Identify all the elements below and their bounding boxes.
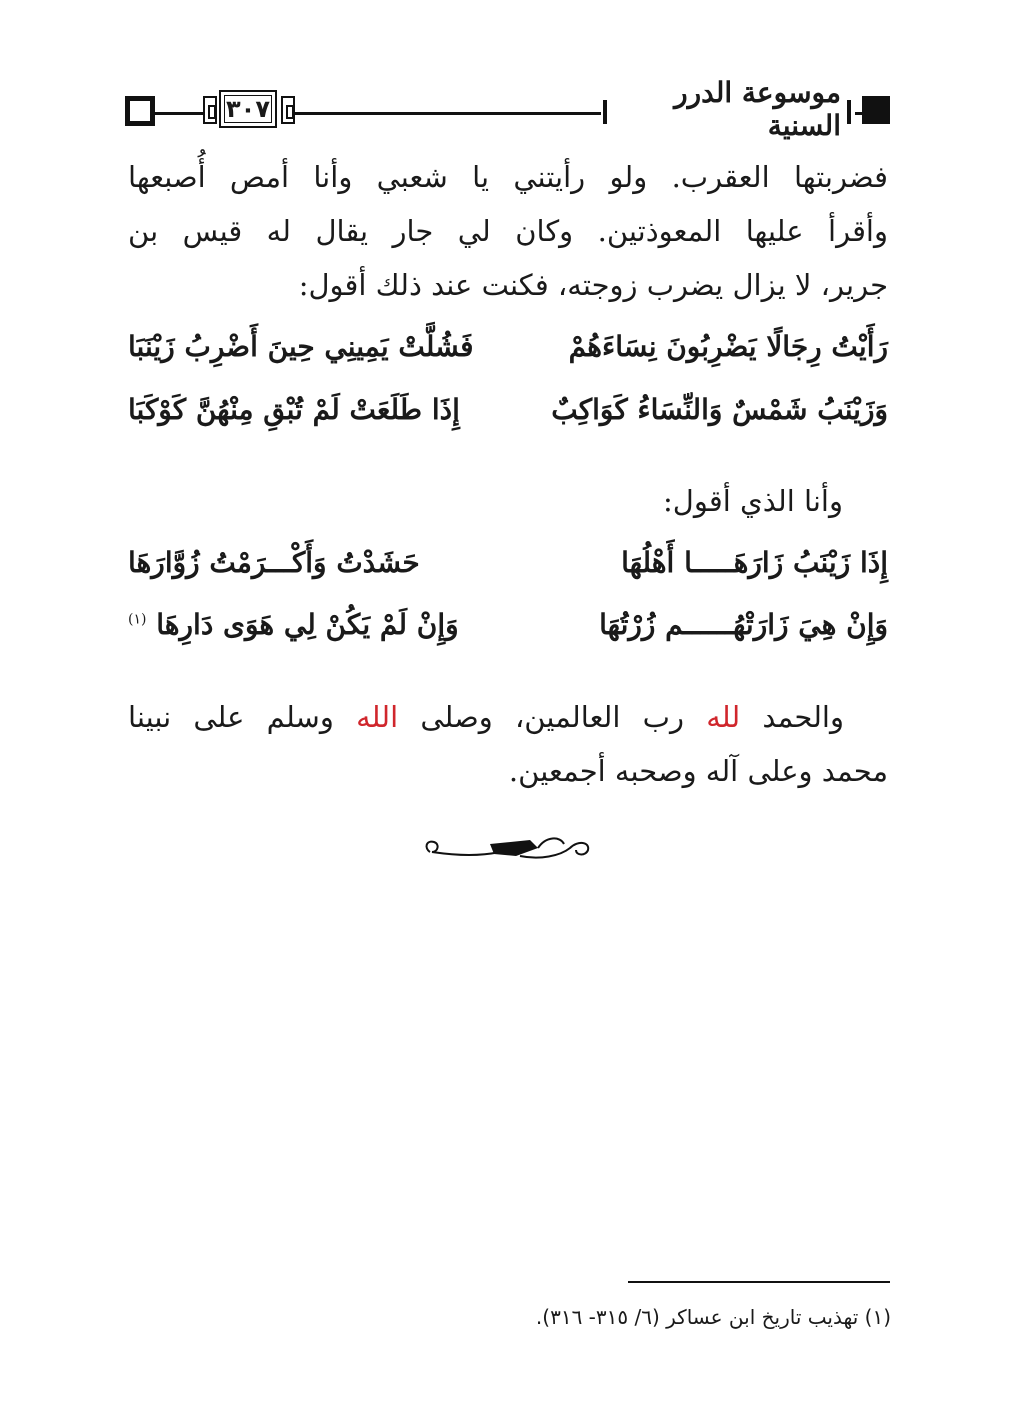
text-line: والحمد لله رب العالمين، وصلى الله وسلم على نبينا (128, 700, 844, 734)
poem-intro-line: وأنا الذي أقول: (663, 484, 843, 518)
poem-verse (128, 608, 888, 662)
verse-second-hemistich: إِذَا طَلَعَتْ لَمْ تُبْقِ مِنْهُنَّ كَوْكَبَا (128, 393, 460, 426)
verse-first-hemistich: وَزَيْنَبُ شَمْسٌ وَالنِّسَاءُ كَوَاكِبٌ (551, 393, 888, 426)
verse-first-hemistich: وَإِنْ هِيَ زَارَتْهُــــــم زُرْتُهَا (599, 608, 888, 641)
paragraph-closing (128, 690, 888, 798)
footnote-text: (١) تهذيب تاريخ ابن عساكر (٦/ ٣١٥- ٣١٦). (535, 1305, 891, 1329)
verse-second-hemistich: فَشُلَّتْ يَمِينِي حِينَ أَضْرِبُ زَيْنَبَا (128, 330, 474, 363)
verse-second-hemistich: حَشَدْتُ وَأَكْـــرَمْتُ زُوَّارَهَا (128, 546, 420, 579)
poem-verse (128, 330, 888, 384)
page-number: ٣٠٧ (226, 95, 270, 123)
poem-verse (128, 546, 888, 600)
verse-first-hemistich: رَأَيْتُ رِجَالًا يَضْرِبُونَ نِسَاءَهُمْ (568, 330, 888, 363)
footnote-rule (628, 1281, 890, 1283)
text-line: جرير، لا يزال يضرب زوجته، فكنت عند ذلك أقول: (298, 268, 888, 302)
title-bar-right (847, 100, 851, 124)
poem-verse (128, 393, 888, 447)
knot-ornament-left (203, 96, 217, 124)
verse-first-hemistich: إِذَا زَيْنَبُ زَارَهَـــــا أَهْلُهَا (621, 546, 888, 579)
verse-text: وَإِنْ لَمْ يَكُنْ لِي هَوَى دَارِهَا (156, 608, 459, 641)
end-of-section-ornament-icon (420, 826, 598, 868)
title-bar-left (603, 100, 607, 124)
text-line: فضربتها العقرب. ولو رأيتني يا شعبي وأنا أمص أُصبعها (128, 160, 888, 194)
page-header (125, 76, 890, 142)
footnote-reference[interactable]: (١) (128, 611, 147, 628)
page-number-frame (203, 90, 295, 130)
book-title: موسوعة الدرر السنية (674, 76, 841, 142)
header-rule-left (155, 112, 205, 115)
header-filled-square (862, 96, 890, 124)
knot-ornament-right (281, 96, 295, 124)
paragraph-intro (128, 150, 888, 312)
header-open-square (125, 96, 155, 126)
page-number-box (219, 90, 277, 128)
highlighted-word: الله (356, 700, 399, 734)
text-line: وأقرأ عليها المعوذتين. وكان لي جار يقال له قيس بن (128, 214, 888, 248)
highlighted-word: لله (706, 700, 741, 734)
header-rule-middle (295, 112, 601, 115)
verse-second-hemistich (128, 608, 498, 641)
text-line: محمد وعلى آله وصحبه أجمعين. (508, 754, 888, 788)
